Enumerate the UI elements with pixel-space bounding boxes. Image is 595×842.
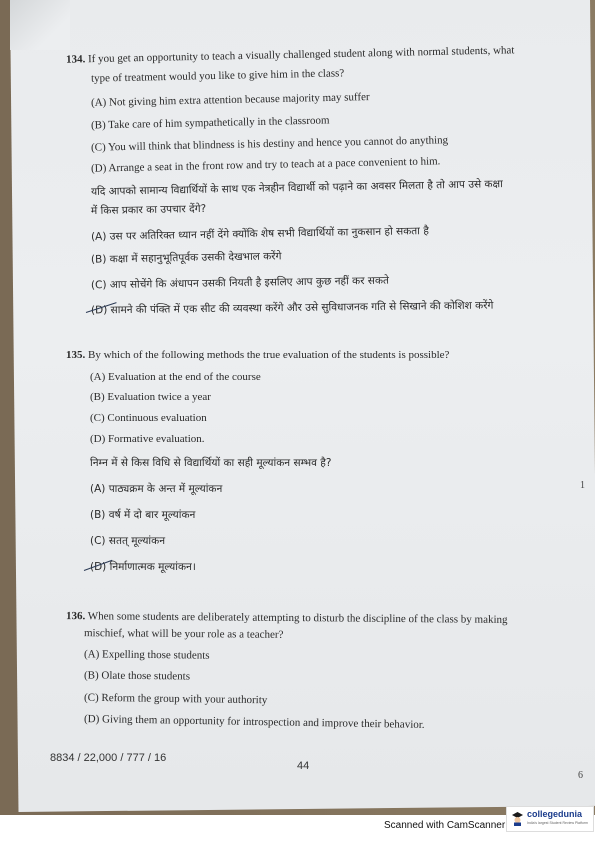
question-135-hindi-option-b: (B) वर्ष में दो बार मूल्यांकन	[90, 509, 196, 521]
question-136-text-2: mischief, what will be your role as a teacher?	[83, 627, 284, 641]
question-134-option-c: (C) You will think that blindness is his destiny and hence you cannot do anything	[90, 134, 449, 154]
question-134-hindi-option-b: (B) कक्षा में सहानुभूतिपूर्वक उसकी देखभाल करेंगे	[90, 250, 282, 266]
question-135-hindi-option-c: (C) सतत् मूल्यांकन	[90, 535, 166, 547]
question-135-option-d: (D) Formative evaluation.	[90, 433, 205, 445]
graduate-icon	[511, 811, 524, 826]
page-number: 44	[297, 760, 310, 772]
question-135-option-c: (C) Continuous evaluation	[90, 412, 207, 424]
question-135-text: By which of the following methods the true evaluation of the students is possible?	[88, 349, 450, 361]
question-135-option-b: (B) Evaluation twice a year	[90, 391, 211, 403]
margin-mark: 1	[580, 480, 585, 491]
brand-watermark	[506, 806, 594, 832]
question-135-hindi-option-d: (D) निर्माणात्मक मूल्यांकन।	[90, 561, 196, 573]
question-134-text: If you get an opportunity to teach a visually challenged student along with normal students, what	[87, 44, 515, 66]
question-134-hindi-option-a: (A) उस पर अतिरिक्त ध्यान नहीं देंगे क्योंकि शेष सभी विद्यार्थियों का नुकसान हो सकता है	[90, 225, 429, 243]
question-136-text: When some students are deliberately attempting to disturb the discipline of the class by making	[87, 610, 508, 626]
question-136-line-1	[66, 610, 508, 627]
question-134-option-a: (A) Not giving him extra attention because majority may suffer	[90, 91, 370, 109]
question-134-option-b: (B) Take care of him sympathetically in the classroom	[90, 114, 330, 132]
question-136-option-b: (B) Olate those students	[83, 669, 191, 683]
brand-tagline: India's largest Student Review Platform	[527, 821, 588, 825]
question-136-option-a: (A) Expelling those students	[83, 648, 210, 662]
brand-name: collegedunia	[527, 809, 583, 819]
question-135-hindi-text: निम्न में से किस विधि से विद्यार्थियों का सही मूल्यांकन सम्भव है?	[90, 457, 332, 469]
question-136-number: 136.	[65, 610, 86, 623]
margin-mark: 6	[578, 770, 583, 781]
question-135-number: 135.	[66, 349, 86, 361]
question-134-line-1	[66, 44, 515, 66]
question-134-option-d: (D) Arrange a seat in the front row and try to teach at a pace convenient to him.	[90, 155, 441, 175]
question-134-hindi-text-1: यदि आपको सामान्य विद्यार्थियों के साथ एक नेत्रहीन विद्यार्थी को पढ़ाने का अवसर मिलता है तो आप उसे कक्षा	[90, 178, 503, 198]
question-135-line-1	[66, 349, 449, 362]
question-134-number: 134.	[65, 53, 86, 66]
footer-code: 8834 / 22,000 / 777 / 16	[50, 752, 167, 764]
question-134-hindi-option-c: (C) आप सोचेंगे कि अंधापन उसकी नियती है इसलिए आप कुछ नहीं कर सकते	[90, 274, 390, 292]
question-134-text-2: type of treatment would you like to give him in the class?	[90, 67, 345, 85]
question-135-option-a: (A) Evaluation at the end of the course	[90, 371, 261, 383]
question-135-hindi-option-a: (A) पाठ्यक्रम के अन्त में मूल्यांकन	[90, 483, 223, 495]
question-136-option-d: (D) Giving them an opportunity for introspection and improve their behavior.	[83, 713, 425, 731]
question-134-hindi-text-2: में किस प्रकार का उपचार देंगे?	[90, 202, 207, 218]
question-134-hindi-option-d: (D) सामने की पंक्ति में एक सीट की व्यवस्था करेंगे और उसे सुविधाजनक गति से सिखाने की कोशिश करेंगे	[90, 299, 494, 317]
question-136-option-c: (C) Reform the group with your authority	[83, 691, 268, 707]
scanner-watermark: Scanned with CamScanner	[384, 820, 506, 831]
